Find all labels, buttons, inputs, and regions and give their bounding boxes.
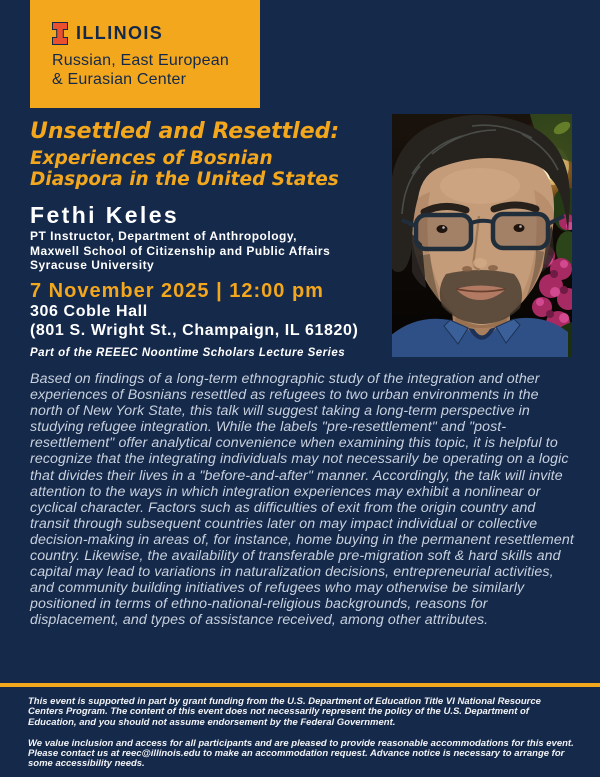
talk-abstract: Based on findings of a long-term ethnographic study of the integration and other experiences of Bosnians resettled as refugees to two urban environments in the north of New York State, this talk will suggest taking a long-term perspective in studying refugee integration. While the labels "pre-resettlement" and "post-resettlement" offer analytical convenience when examining this topic, it is helpful to recognize that the integrating individuals may not necessarily be operating on a logic that divides their lives in a "before-and-after" manner. Accordingly, the talk will invite attention to the ways in which integration experiences may exhibit a nonlinear or cyclical character. Factors such as difficulties of exit from the origin country and transit through subsequent countries later on may impact individual or collective decision-making in areas of, for instance, home buying in the permanent resettlement country. Likewise, the availability of transferable pre-migration soft & hard skills and capital may lead to variations in naturalization decisions, entrepreneurial activities, and community building initiatives of refugees who may otherwise be similarly positioned in terms of ethno-national-religious backgrounds, reasons for displacement, and types of assistance received, among other attributes.: [30, 371, 574, 629]
reeec-logo-box: [30, 0, 260, 108]
accessibility-notice: We value inclusion and access for all participants and are pleased to provide reasonable accommodations for this event. Please contact us at reec@illinois.edu to make an accommodation request. Advance notice is necessary to arrange for some accessibility needs.: [28, 737, 574, 770]
illinois-logo: [52, 22, 260, 45]
illinois-block-i-icon: [52, 22, 68, 45]
speaker-photo: [392, 114, 572, 357]
lecture-series-note: Part of the REEEC Noontime Scholars Lecture Series: [30, 347, 346, 359]
event-datetime: 7 November 2025 | 12:00 pm: [30, 280, 324, 302]
speaker-name: Fethi Keles: [30, 202, 180, 228]
talk-title-line3: Diaspora in the United States: [30, 168, 339, 190]
center-name: [52, 51, 260, 89]
illinois-wordmark: ILLINOIS: [76, 23, 164, 43]
talk-title-line2: Experiences of Bosnian: [30, 148, 273, 169]
speaker-affiliation: [30, 229, 330, 273]
talk-title-line1: Unsettled and Resettled:: [30, 119, 340, 144]
speaker-affiliation-line1: PT Instructor, Department of Anthropology,: [30, 229, 297, 243]
event-location-building: 306 Coble Hall: [30, 303, 148, 320]
talk-title: [30, 119, 339, 190]
funding-notice: This event is supported in part by grant funding from the U.S. Department of Education Title VI National Resource Centers Program. The content of this event does not necessarily represent the policy of the U.S. Department of Education, and you should not assume endorsement by the Federal Government.: [28, 696, 541, 728]
center-name-line1: Russian, East European: [52, 52, 229, 69]
speaker-affiliation-line3: Syracuse University: [30, 258, 155, 272]
flyer-footer: [28, 697, 578, 770]
center-name-line2: & Eurasian Center: [52, 71, 187, 88]
gold-divider: [0, 683, 600, 687]
speaker-affiliation-line2: Maxwell School of Citizenship and Public Affairs: [30, 243, 331, 258]
event-location-address: (801 S. Wright St., Champaign, IL 61820): [30, 322, 359, 339]
